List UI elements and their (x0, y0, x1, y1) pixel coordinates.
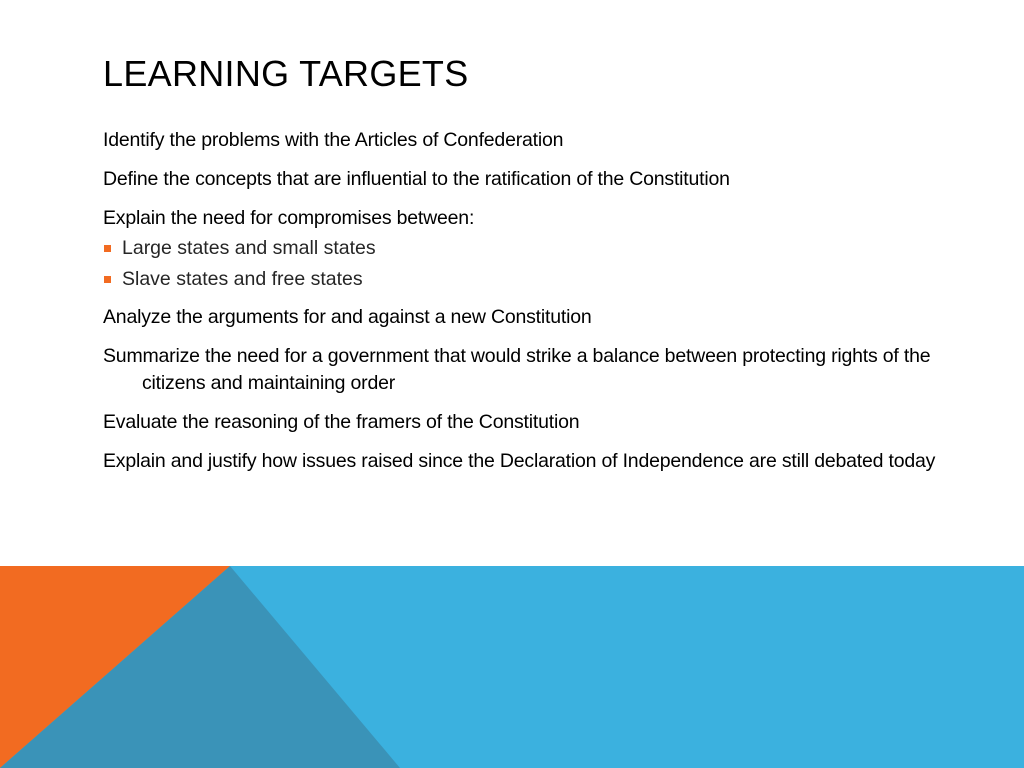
slide-title: LEARNING TARGETS (103, 53, 469, 94)
target-item: Evaluate the reasoning of the framers of the Constitution (103, 411, 580, 433)
target-item: Identify the problems with the Articles of Confederation (103, 129, 564, 151)
square-bullet-icon (104, 245, 111, 252)
sub-target-item (103, 266, 963, 293)
target-item: Summarize the need for a government that would strike a balance between protecting rights of the citizens and maintaining order (103, 345, 931, 394)
decorative-footer (0, 566, 1024, 768)
sub-target-label: Slave states and free states (122, 268, 363, 290)
square-bullet-icon (104, 276, 111, 283)
footer-shapes (0, 566, 1024, 768)
target-item: Explain and justify how issues raised since the Declaration of Independence are still debated today (103, 450, 936, 472)
target-item: Explain the need for compromises between: (103, 207, 475, 229)
target-item: Define the concepts that are influential to the ratification of the Constitution (103, 168, 730, 190)
learning-targets-list (103, 127, 963, 487)
sub-target-item (103, 235, 963, 262)
sub-target-label: Large states and small states (122, 237, 376, 259)
target-item: Analyze the arguments for and against a new Constitution (103, 306, 592, 328)
